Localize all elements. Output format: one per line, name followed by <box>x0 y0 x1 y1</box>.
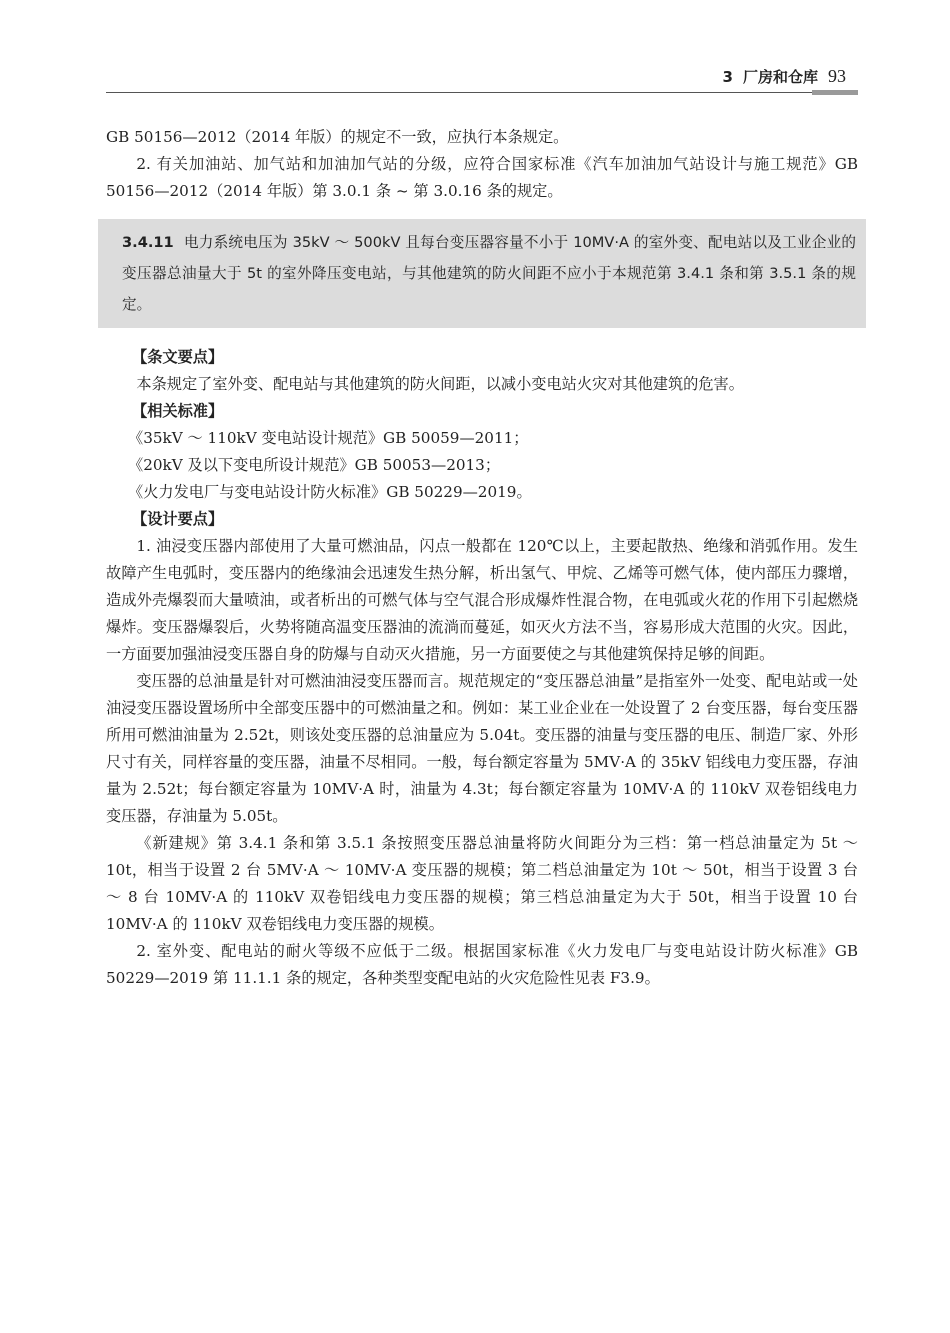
intro-paragraph: 2. 有关加油站、加气站和加油加气站的分级，应符合国家标准《汽车加油加气站设计与施工规范》GB 50156—2012（2014 年版）第 3.0.1 条 ~ 第 3.0.16 条的规定。 <box>106 155 858 200</box>
key-points-heading: 【条文要点】 <box>132 348 224 366</box>
design-paragraph: 《新建规》第 3.4.1 条和第 3.5.1 条按照变压器总油量将防火间距分为三档：第一档总油量定为 5t ～ 10t，相当于设置 2 台 5MV·A ～ 10MV·A 变压器的规模；第二档总油量定为 10t ～ 50t，相当于设置 3 台 ～ 8 台 10MV·A 的 110kV 双卷铝线电力变压器的规模；第三档总油量定为大于 50t，相当于设置 10 台 10MV·A 的 110kV 双卷铝线电力变压器的规模。 <box>106 834 858 933</box>
header-chapter-title: 厂房和仓库 <box>742 68 818 86</box>
header-chapter-number: 3 <box>722 68 733 86</box>
standard-item: 《火力发电厂与变电站设计防火标准》GB 50229—2019。 <box>128 483 532 501</box>
design-paragraph: 变压器的总油量是针对可燃油油浸变压器而言。规范规定的“变压器总油量”是指室外一处变、配电站或一处油浸变压器设置场所中全部变压器中的可燃油量之和。例如：某工业企业在一处设置了 2 台变压器，每台变压器所用可燃油油量为 2.52t，则该处变压器的总油量应为 5.04t。变压器的油量与变压器的电压、制造厂家、外形尺寸有关，同样容量的变压器，油量不尽相同。一般，每台额定容量为 5MV·A 的 35kV 铝线电力变压器，存油量为 2.52t；每台额定容量为 10MV·A 时，油量为 4.3t；每台额定容量为 10MV·A 的 110kV 双卷铝线电力变压器，存油量为 5.05t。 <box>106 672 858 825</box>
standard-item: 《35kV ～ 110kV 变电站设计规范》GB 50059—2011； <box>128 429 529 447</box>
header-text <box>723 66 846 87</box>
design-paragraph: 2. 室外变、配电站的耐火等级不应低于二级。根据国家标准《火力发电厂与变电站设计防火标准》GB 50229—2019 第 11.1.1 条的规定，各种类型变配电站的火灾危险性见表 F3.9。 <box>106 942 858 987</box>
clause-number: 3.4.11 <box>122 234 174 251</box>
running-header <box>106 62 858 94</box>
header-rule <box>106 92 858 93</box>
clause-text: 电力系统电压为 35kV ～ 500kV 且每台变压器容量不小于 10MV·A 的室外变、配电站以及工业企业的变压器总油量大于 5t 的室外降压变电站，与其他建筑的防火间距不应小于本规范第 3.4.1 条和第 3.5.1 条的规定。 <box>122 234 856 313</box>
design-points-heading: 【设计要点】 <box>132 510 224 528</box>
clause-box <box>98 219 866 328</box>
continuation-paragraph: GB 50156—2012（2014 年版）的规定不一致，应执行本条规定。 <box>106 128 569 146</box>
standard-item: 《20kV 及以下变电所设计规范》GB 50053—2013； <box>128 456 501 474</box>
related-standards-heading: 【相关标准】 <box>132 402 224 420</box>
page-body <box>106 124 858 992</box>
header-bar <box>812 90 858 95</box>
page-number: 93 <box>828 66 846 86</box>
key-points-text: 本条规定了室外变、配电站与其他建筑的防火间距，以减小变电站火灾对其他建筑的危害。 <box>136 375 744 393</box>
design-paragraph: 1. 油浸变压器内部使用了大量可燃油品，闪点一般都在 120℃以上，主要起散热、绝缘和消弧作用。发生故障产生电弧时，变压器内的绝缘油会迅速发生热分解，析出氢气、甲烷、乙烯等可燃气体，使内部压力骤增，造成外壳爆裂而大量喷油，或者析出的可燃气体与空气混合形成爆炸性混合物，在电弧或火花的作用下引起燃烧爆炸。变压器爆裂后，火势将随高温变压器油的流淌而蔓延，如灭火方法不当，容易形成大范围的火灾。因此，一方面要加强油浸变压器自身的防爆与自动灭火措施，另一方面要使之与其他建筑保持足够的间距。 <box>106 537 858 663</box>
